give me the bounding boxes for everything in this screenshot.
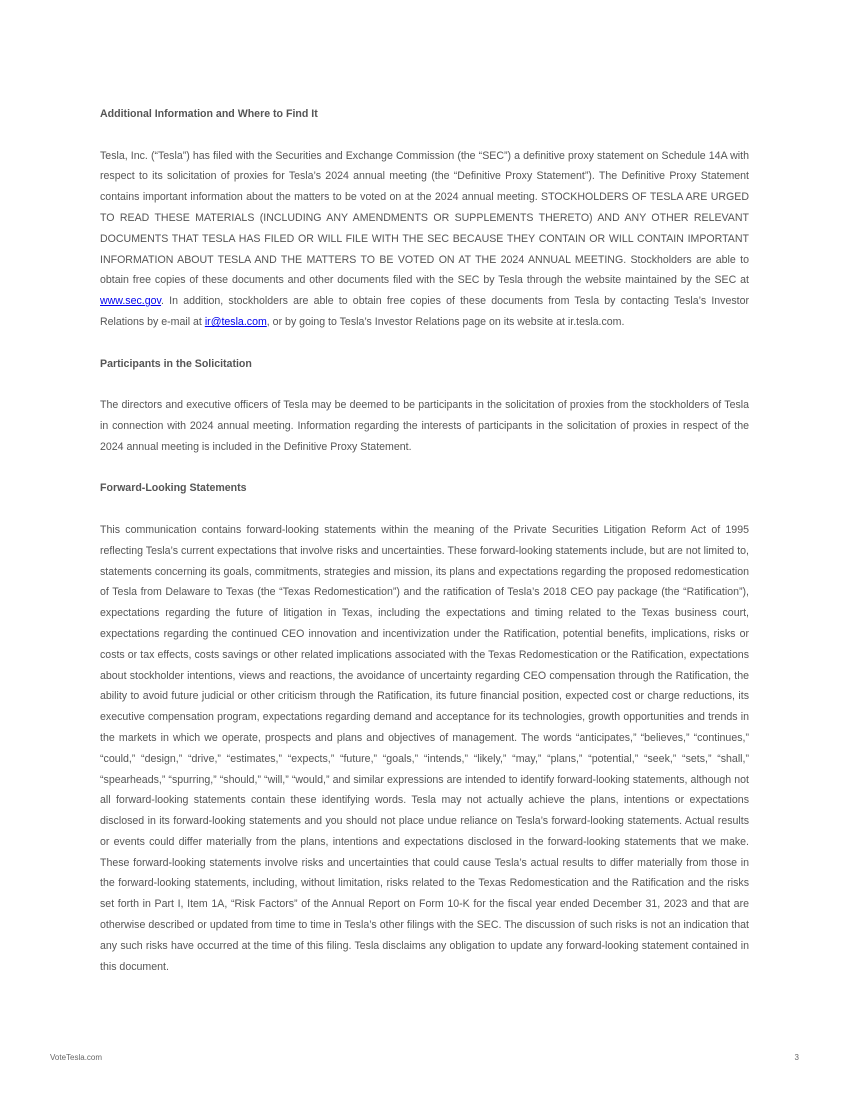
footer-site: VoteTesla.com [50,1053,103,1062]
paragraph-participants: The directors and executive officers of Tesla may be deemed to be participants in the solicitation of proxies from the stockholders of Tesla in connection with 2024 annual meeting. Information regarding the interests of participants in the solicitation of proxies in respect of the 2024 annual meeting is included in the Definitive Proxy Statement. [100,399,749,453]
additional-text-1: Tesla, Inc. (“Tesla”) has filed with the Securities and Exchange Commission (the “SEC”) a definitive proxy statement on Schedule 14A with respect to its solicitation of proxies for Tesla’s 2024 annual meeting (the “Definitive Proxy Statement”). The Definitive Proxy Statement contains important information about the matters to be voted on at the 2024 annual meeting. STOCKHOLDERS OF TESLA ARE URGED TO READ THESE MATERIALS (INCLUDING ANY AMENDMENTS OR SUPPLEMENTS THERETO) AND ANY OTHER RELEVANT DOCUMENTS THAT TESLA HAS FILED OR WILL FILE WITH THE SEC BECAUSE THEY CONTAIN OR WILL CONTAIN IMPORTANT INFORMATION ABOUT TESLA AND THE MATTERS TO BE VOTED ON AT THE 2024 ANNUAL MEETING. Stockholders are able to obtain free copies of these documents and other documents filed with the SEC by Tesla through the website maintained by the SEC at [100,149,749,287]
heading-forward-looking: Forward-Looking Statements [100,482,247,495]
additional-text-2: . In addition, stockholders are able to obtain free copies of these documents from Tesla by contacting Tesla’s Investor Relations by e-mail at [100,295,749,328]
paragraph-forward-looking: This communication contains forward-looking statements within the meaning of the Private Securities Litigation Reform Act of 1995 reflecting Tesla’s current expectations that involve risks and uncertainties. These forward-looking statements include, but are not limited to, statements concerning its goals, commitments, strategies and mission, its plans and expectations regarding the proposed redomestication of Tesla from Delaware to Texas (the “Texas Redomestication”) and the ratification of Tesla’s 2018 CEO pay package (the “Ratification”), expectations regarding the future of litigation in Texas, including the expectations and timing related to the Texas business court, expectations regarding the continued CEO innovation and incentivization under the Ratification, potential benefits, implications, risks or costs or tax effects, costs savings or other related implications associated with the Texas Redomestication or the Ratification, expectations about stockholder intentions, views and reactions, the avoidance of uncertainty regarding CEO compensation through the Ratification, the ability to avoid future judicial or other criticism through the Ratification, its future financial position, expected cost or charge reductions, its executive compensation program, expectations regarding demand and acceptance for its technologies, growth opportunities and trends in the markets in which we operate, prospects and plans and objectives of management. The words “anticipates,” “believes,” “continues,” “could,” “design,” “drive,” “estimates,” “expects,” “future,” “goals,” “intends,” “likely,” “may,” “plans,” “potential,” “seek,” “sets,” “shall,” “spearheads,” “spurring,” “should,” “will,” “would,” and similar expressions are intended to identify forward-looking statements, although not all forward-looking statements contain these identifying words. Tesla may not actually achieve the plans, intentions or expectations disclosed in its forward-looking statements and you should not place undue reliance on Tesla’s forward-looking statements. Actual results or events could differ materially from the plans, intentions and expectations disclosed in the forward-looking statements that we make. These forward-looking statements involve risks and uncertainties that could cause Tesla’s actual results to differ materially from those in the forward-looking statements, including, without limitation, risks related to the Texas Redomestication and the Ratification and the risks set forth in Part I, Item 1A, “Risk Factors” of the Annual Report on Form 10-K for the fiscal year ended December 31, 2023 and that are otherwise described or updated from time to time in Tesla’s other filings with the SEC. The discussion of such risks is not an indication that any such risks have occurred at the time of this filing. Tesla disclaims any obligation to update any forward-looking statement contained in this document. [100,523,749,973]
investor-email-link[interactable]: ir@tesla.com [204,315,267,328]
footer-page-number: 3 [794,1053,799,1062]
heading-additional-information: Additional Information and Where to Find It [100,108,318,120]
paragraph-additional-information [100,146,749,333]
additional-text-3: , or by going to Tesla’s Investor Relations page on its website at ir.tesla.com. [266,315,625,328]
spacer [100,458,749,479]
spacer [100,374,749,395]
spacer [100,125,749,146]
spacer [100,333,749,354]
page-content [100,104,749,977]
sec-website-link[interactable]: www.sec.gov [100,295,162,308]
heading-participants: Participants in the Solicitation [100,357,252,370]
spacer [100,499,749,520]
